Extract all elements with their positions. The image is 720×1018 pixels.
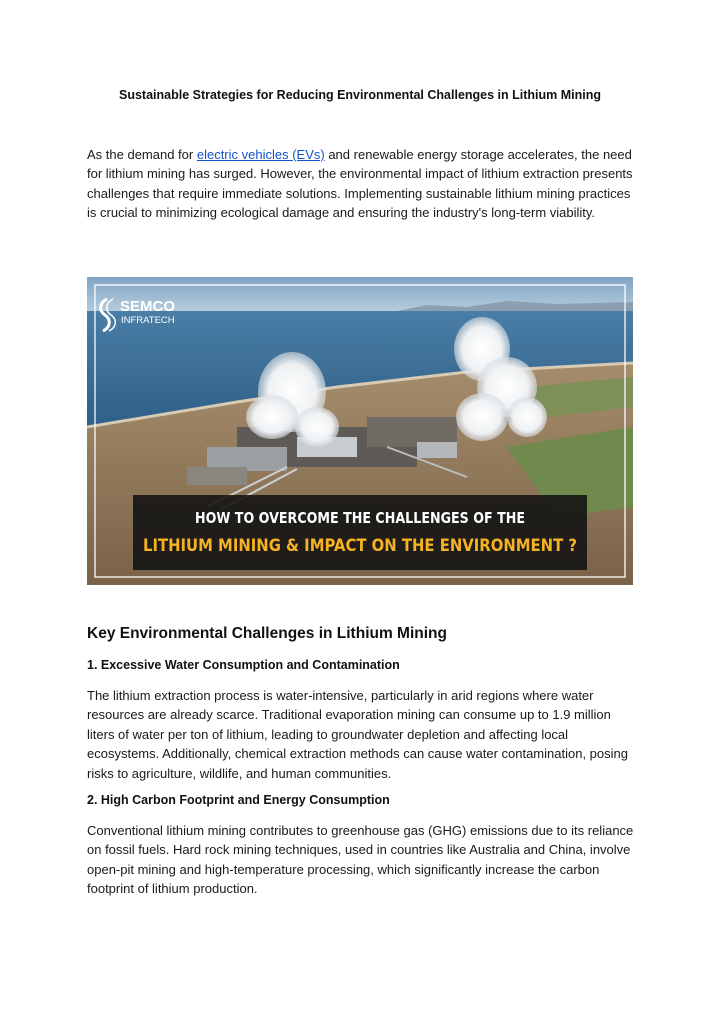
subheading-water: 1. Excessive Water Consumption and Contamination	[87, 658, 400, 672]
document-title: Sustainable Strategies for Reducing Environmental Challenges in Lithium Mining	[118, 88, 601, 102]
brand-sub: INFRATECH	[121, 315, 175, 326]
intro-text-start: As the demand for	[87, 147, 197, 162]
hero-image	[87, 277, 633, 585]
brand-name: SEMCO	[120, 298, 176, 315]
banner-line-1: HOW TO OVERCOME THE CHALLENGES OF THE	[195, 509, 525, 527]
paragraph-carbon: Conventional lithium mining contributes to greenhouse gas (GHG) emissions due to its reliance on fossil fuels. Hard rock mining techniques, used in countries like Australia and China, involve open-pit mining and high-temperature processing, which significantly increase the carbon footprint of lithium production.	[87, 823, 634, 897]
section-heading: Key Environmental Challenges in Lithium Mining	[87, 625, 447, 642]
paragraph-water: The lithium extraction process is water-intensive, particularly in arid regions where water resources are already scarce. Traditional evaporation mining can consume up to 1.9 million liters of water per ton of lithium, leading to groundwater depletion and affecting local ecosystems. Additionally, chemical extraction methods can cause water contamination, posing risks to agriculture, wildlife, and human communities.	[87, 688, 628, 781]
subheading-carbon: 2. High Carbon Footprint and Energy Consumption	[87, 793, 390, 807]
ev-link[interactable]: electric vehicles (EVs)	[196, 147, 325, 162]
intro-paragraph	[87, 145, 637, 223]
intro-text-end: and renewable energy storage accelerates, the need for lithium mining has surged. However, the environmental impact of lithium extraction presents challenges that require immediate solutions. Implementing sustainable lithium mining practices is crucial to minimizing ecological damage and ensuring the industry's long-term viability.	[87, 147, 633, 221]
banner-line-2: LITHIUM MINING & IMPACT ON THE ENVIRONMENT ?	[143, 536, 577, 556]
